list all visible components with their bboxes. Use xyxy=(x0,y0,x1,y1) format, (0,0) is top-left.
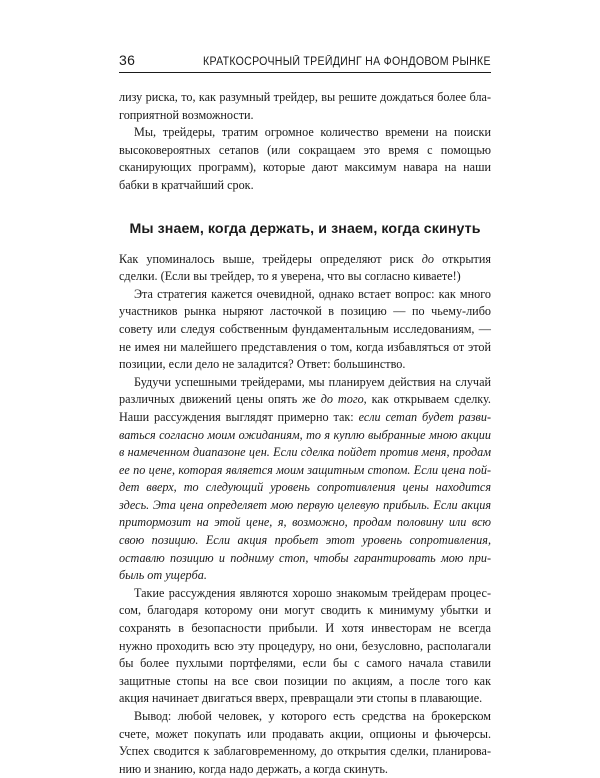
emphasis: до xyxy=(421,251,434,266)
paragraph: Мы, трейдеры, тратим огромное количество времени на поиски высоковероятных сетапов (или сокращаем это время с помощью сканирующих программ), которые дают максимум навара на наши бабки в кратчайший срок. xyxy=(119,125,491,192)
text-run: Будучи успешными трейдерами, мы планируем действия на случай различных движений цены опять же xyxy=(119,374,491,407)
italic-quote: если сетап будет развиваться согласно моим ожиданиям, то я куплю выбранные мною акции в намеченном диапазоне цен. Если сделка пойдет против меня, продам ее по цене, которая является моим защитным стопом. Если цена пойдет вверх, то следующий уровень сопротивления цены находится здесь. Эта цена определяет мою первую целевую прибыль. Если акция притормозит на этой цене, я, возможно, продам половину или всю свою позицию. Если акция пробьет этот уровень сопротивления, оставлю позицию и подниму стоп, чтобы гарантировать мою прибыль от ущерба. xyxy=(119,409,491,583)
emphasis: до того xyxy=(320,392,364,407)
paragraph-3 xyxy=(119,374,491,585)
text-run: открытия сделки. (Если вы трейдер, то я уверена, что вы согласно киваете!) xyxy=(119,251,491,284)
running-title: КРАТКОСРОЧНЫЙ ТРЕЙДИНГ НА ФОНДОВОМ РЫНКЕ xyxy=(203,56,491,68)
section-text xyxy=(119,251,491,778)
paragraph-5: Вывод: любой человек, у которого есть средства на брокерском счете, может покупать или продавать акции, опционы и фьючерсы. Успех сводится к заблаговременному, до открытия сделки, планированию и знанию, когда надо держать, а когда скинуть. xyxy=(119,709,491,776)
book-page xyxy=(119,52,491,778)
page-number: 36 xyxy=(119,52,136,68)
paragraph-2: Эта стратегия кажется очевидной, однако встает вопрос: как много участников рынка ныряют ласточкой в позицию — по чьему-либо совету или следуя собственным фундаментальным исследованиям, — не имея ни малейшего представления о том, когда избавляться от этой позиции, если дело не заладится? Ответ: большинство. xyxy=(119,286,491,372)
section-heading: Мы знаем, когда держать, и знаем, когда скинуть xyxy=(129,220,481,237)
text-run: , как открываем сделку. Наши рассуждения выглядят примерно так: xyxy=(119,392,491,424)
text-run: Как упоминалось выше, трейдеры определяют риск xyxy=(119,251,422,266)
intro-text xyxy=(119,89,491,195)
paragraph-1 xyxy=(119,251,491,286)
paragraph-4: Такие рассуждения являются хорошо знакомым трейдерам процессом, благодаря которому они могут сводить к минимуму убытки и сохранять в безопасности прибыли. И хотя инвесторам не всегда нужно проходить всю эту процедуру, но они, безусловно, располагали бы более пухлыми портфелями, если бы с самого начала ставили защитные стопы на все свои позиции по акциям, а после того как акция начинает двигаться вверх, превращали эти стопы в плавающие. xyxy=(119,585,491,706)
running-header xyxy=(119,52,491,73)
paragraph-continued: лизу риска, то, как разумный трейдер, вы решите дождаться более благоприятной возможности. xyxy=(119,90,491,122)
